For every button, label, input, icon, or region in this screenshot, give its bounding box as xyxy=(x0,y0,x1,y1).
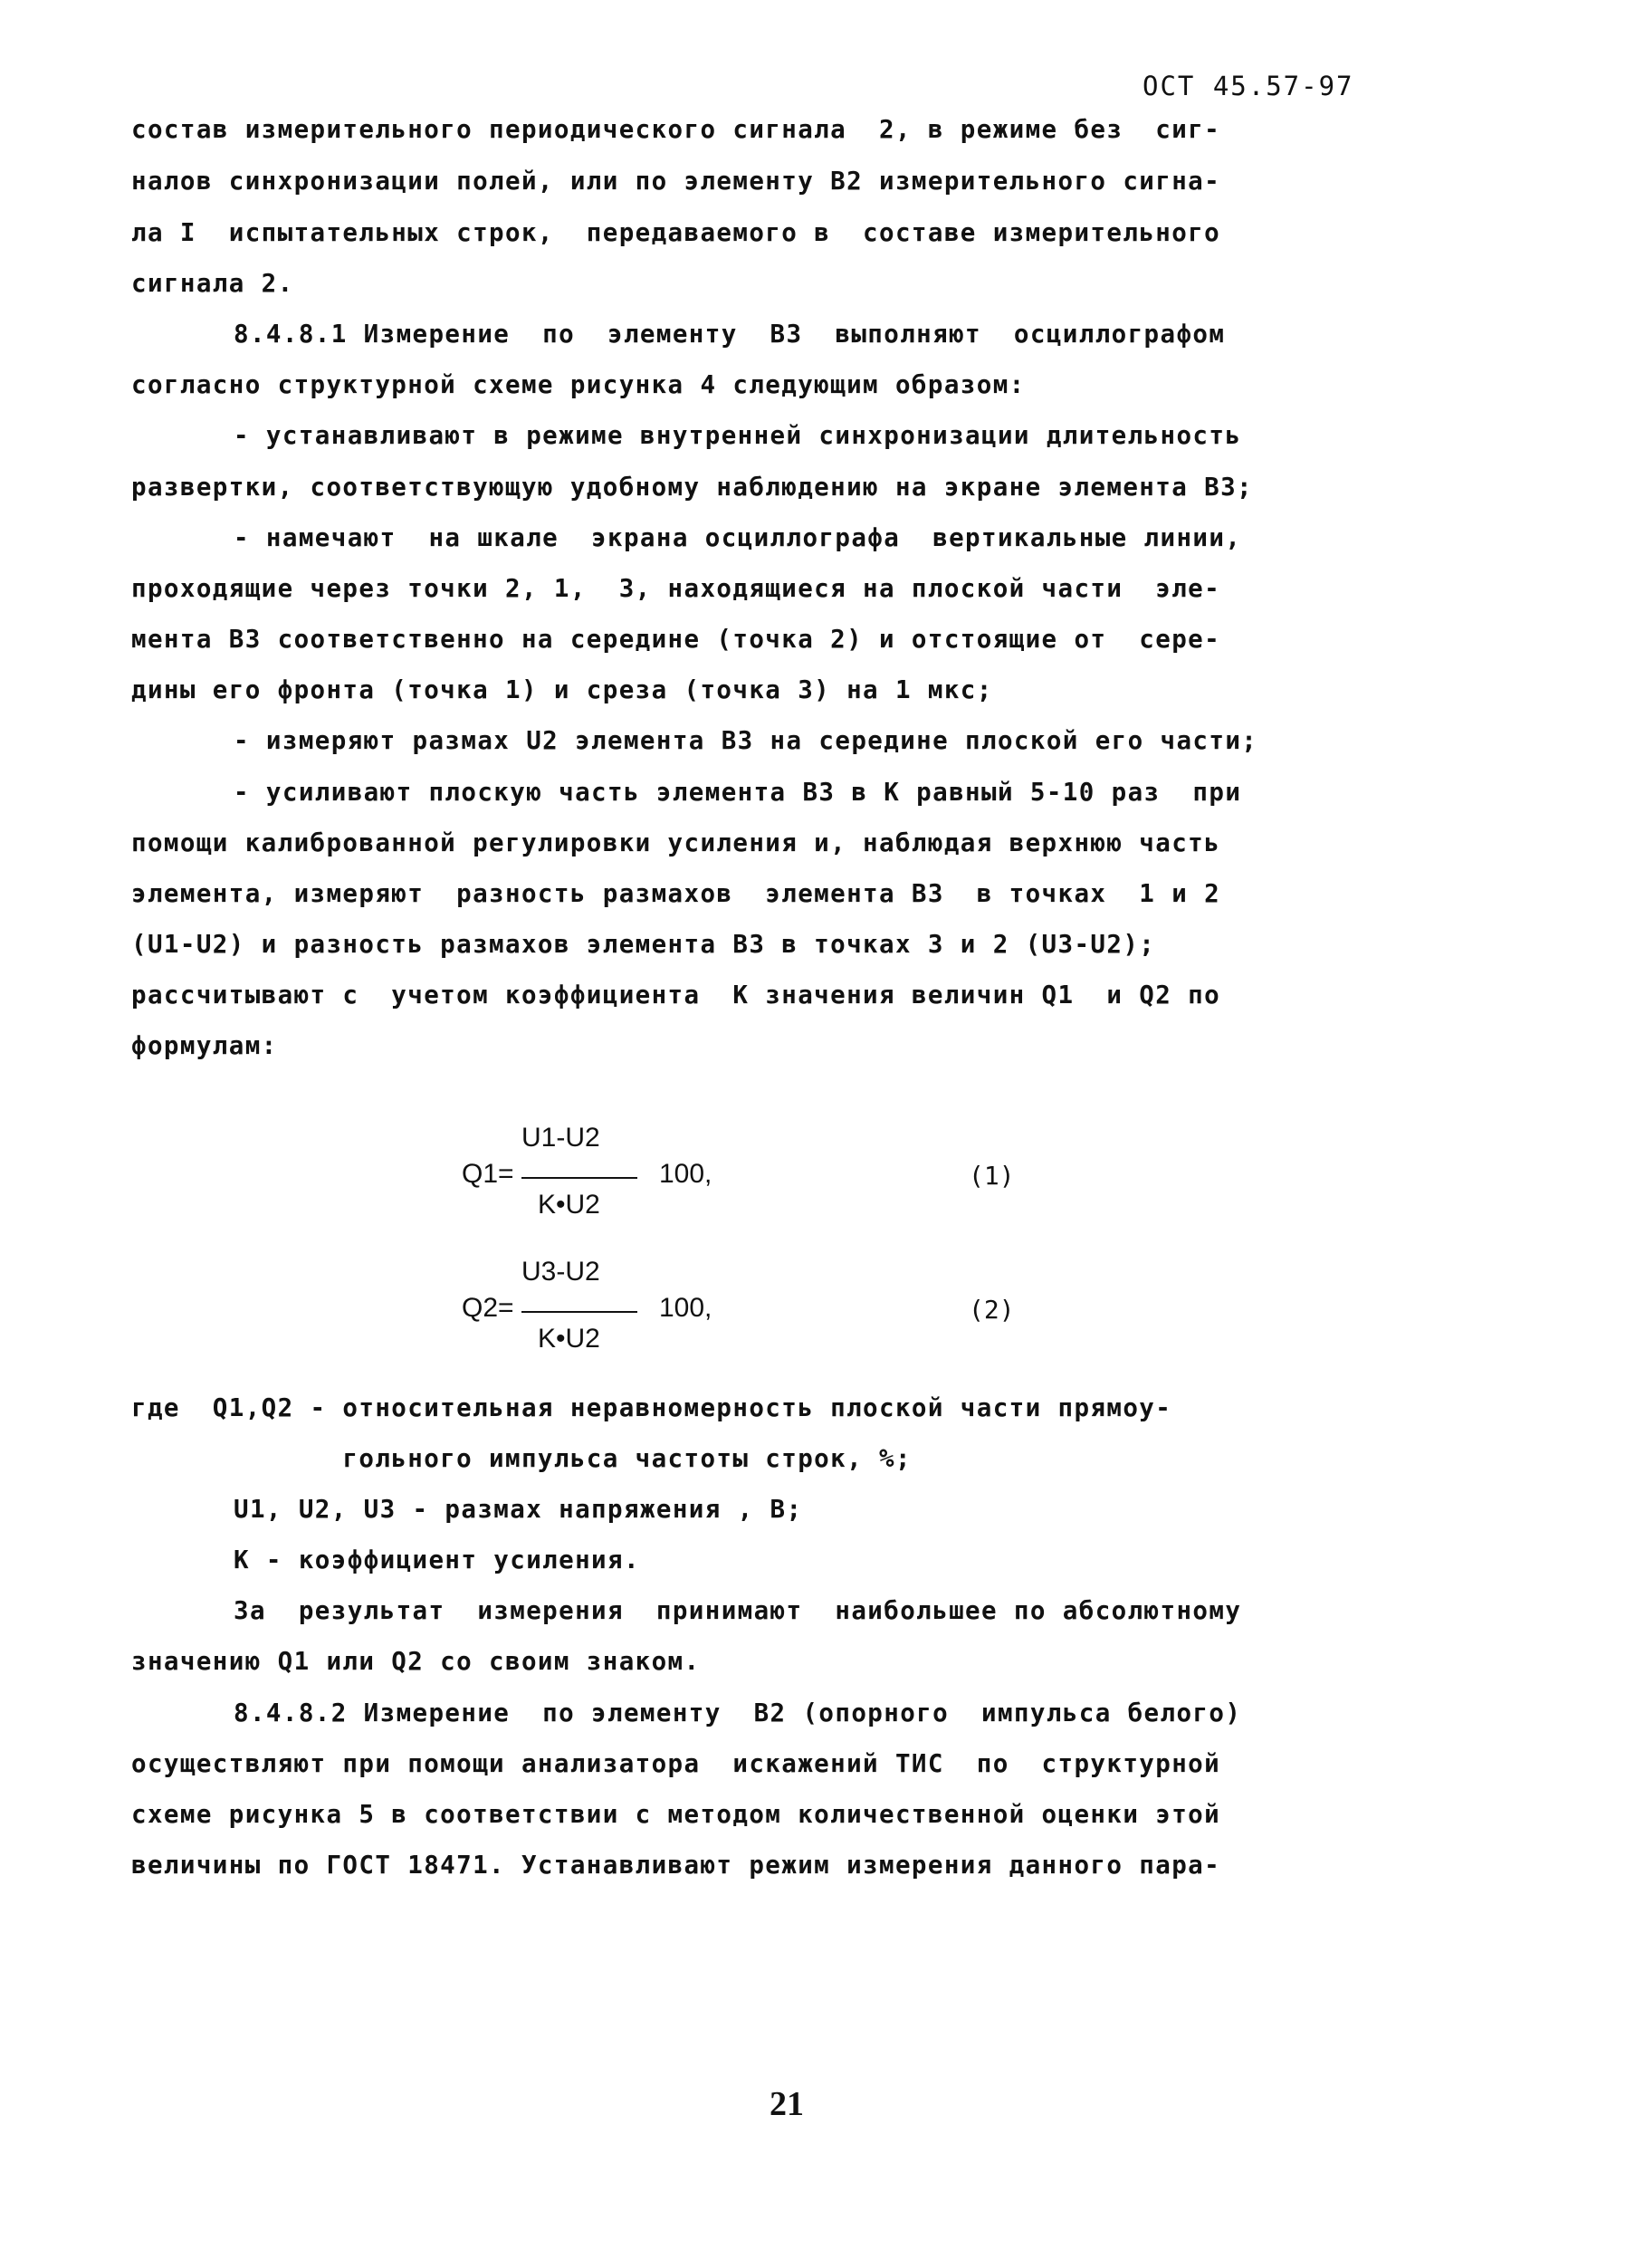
text-line: помощи калиброванной регулировки усиления и, наблюдая верхнюю часть xyxy=(131,828,1221,857)
text-line: - усиливают плоскую часть элемента В3 в К равный 5-10 раз при xyxy=(234,778,1242,807)
text-line: где Q1,Q2 - относительная неравномерность плоской части прямоу- xyxy=(131,1393,1172,1422)
text-line: формулам: xyxy=(131,1031,278,1060)
text-line: налов синхронизации полей, или по элементу В2 измерительного сигна- xyxy=(131,167,1221,196)
text-line: - измеряют размах U2 элемента В3 на середине плоской его части; xyxy=(234,726,1258,755)
text-line: развертки, соответствующую удобному наблюдению на экране элемента В3; xyxy=(131,473,1253,502)
formula-1-numerator: U1-U2 xyxy=(521,1123,600,1153)
formula-2-fraction-bar xyxy=(521,1311,637,1313)
formula-2-number: (2) xyxy=(969,1295,1015,1325)
text-line: U1, U2, U3 - размах напряжения , В; xyxy=(234,1495,803,1524)
text-line: дины его фронта (точка 1) и среза (точка 3) на 1 мкс; xyxy=(131,675,993,704)
text-line: элемента, измеряют разность размахов элемента В3 в точках 1 и 2 xyxy=(131,879,1221,908)
formula-1-number: (1) xyxy=(969,1161,1015,1191)
text-line: 8.4.8.2 Измерение по элементу В2 (опорного импульса белого) xyxy=(234,1699,1242,1727)
formula-2-lhs: Q2= xyxy=(462,1293,514,1323)
formula-2-factor: 100, xyxy=(659,1293,712,1323)
page-number: 21 xyxy=(770,2085,804,2123)
text-line: - устанавливают в режиме внутренней синхронизации длительность xyxy=(234,421,1242,450)
text-line: - намечают на шкале экрана осциллографа вертикальные линии, xyxy=(234,523,1242,552)
text-line: мента В3 соответственно на середине (точка 2) и отстоящие от сере- xyxy=(131,625,1221,654)
text-line: К - коэффициент усиления. xyxy=(234,1545,640,1574)
text-line: значению Q1 или Q2 со своим знаком. xyxy=(131,1647,701,1676)
formula-1-fraction-bar xyxy=(521,1177,637,1179)
text-line: рассчитывают с учетом коэффициента К значения величин Q1 и Q2 по xyxy=(131,981,1221,1010)
text-line: проходящие через точки 2, 1, 3, находящиеся на плоской части эле- xyxy=(131,574,1221,603)
text-line: сигнала 2. xyxy=(131,269,294,298)
formula-2-numerator: U3-U2 xyxy=(521,1257,600,1287)
text-line: (U1-U2) и разность размахов элемента В3 в точках 3 и 2 (U3-U2); xyxy=(131,930,1156,959)
text-line: осуществляют при помощи анализатора искажений ТИС по структурной xyxy=(131,1749,1221,1778)
text-line: согласно структурной схеме рисунка 4 следующим образом: xyxy=(131,370,1026,399)
document-code: ОСТ 45.57-97 xyxy=(1143,71,1354,101)
text-line: состав измерительного периодического сигнала 2, в режиме без сиг- xyxy=(131,115,1221,144)
text-line: 8.4.8.1 Измерение по элементу В3 выполняют осциллографом xyxy=(234,320,1226,349)
text-line: ла I испытательных строк, передаваемого в составе измерительного xyxy=(131,218,1221,247)
formula-1-lhs: Q1= xyxy=(462,1159,514,1189)
text-line: схеме рисунка 5 в соответствии с методом количественной оценки этой xyxy=(131,1800,1221,1829)
formula-1-denominator: K•U2 xyxy=(538,1190,600,1220)
formula-2-denominator: K•U2 xyxy=(538,1324,600,1354)
text-line: величины по ГОСТ 18471. Устанавливают режим измерения данного пара- xyxy=(131,1851,1221,1880)
text-line: За результат измерения принимают наибольшее по абсолютному xyxy=(234,1596,1242,1625)
formula-1-factor: 100, xyxy=(659,1159,712,1189)
text-line: гольного импульса частоты строк, %; xyxy=(131,1444,912,1473)
